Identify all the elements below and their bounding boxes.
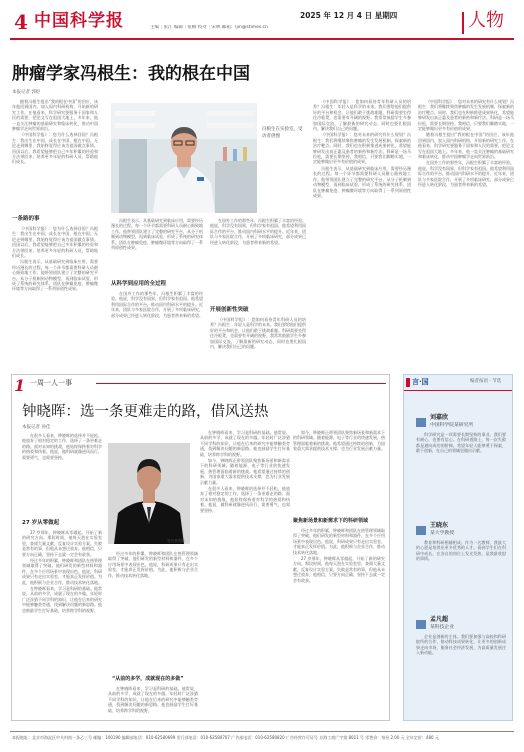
person-affiliation: 某大学教授	[430, 531, 454, 536]
paragraph: 27 岁那年，钟晓晖从零做起，开始了新的研究方向。那段时间，他每天泡在实验室里，查阅大量文献，反复设计实验方案。失败是常有的事，但他从未想过放弃。他相信，只要方向正确，坚持下去就一定会有收获。	[22, 530, 102, 557]
paragraph: 随着冯根生提出“我的根在中国”的回应，该年他回到国内，加入国内科研机构，开始新的研究工作。在他看来，科学研究要服务于国家和人民的需要，把论文写在祖国大地上。多年来，他一直关注肿瘤的基础研究和临床转化，推动中国肿瘤学走向世界前沿。	[12, 99, 98, 132]
person-quote	[416, 634, 506, 716]
person-name: 孟凡超	[430, 616, 449, 623]
portrait-illustration	[108, 443, 190, 544]
article2-headline: 钟晓晖：选一条更难走的路，借风送热	[22, 404, 269, 420]
paragraph: 教育和科研相辅相成。作为一名教师，我最大的心愿是培养出更多优秀的人才。看到学生们在科研中成长，在各自的岗位上发光发热，是我最欣慰的事情。	[416, 540, 506, 562]
article2-column-2b	[108, 686, 198, 716]
masthead-rule	[10, 38, 514, 40]
article2-column-1b	[22, 530, 102, 716]
footer-text: 本报地址：北京市海淀区中关村南一条乙三号 邮编：100190 编辑部电话：010-62580699 发行部电话：010-62580707 广告部电话：010-62580820 广告经营许可证号 京海工商广字第 8011 号 零售价：每份 2.00 元 全年定价：480 元	[12, 735, 439, 740]
article1-photo	[111, 103, 257, 213]
section-divider	[462, 12, 464, 34]
article2-subhead-3: 聚焦新场景和新需求下的科研领域	[293, 518, 369, 524]
avatar-icon	[416, 620, 426, 629]
sidebar-subtitle: 编者按语 · 节选	[470, 379, 502, 384]
article1-subhead-2: 从科学到应用的全过程	[111, 281, 167, 287]
article1-column-3b	[210, 317, 306, 360]
person-affiliation: 某科技企业	[430, 625, 454, 630]
paragraph: 在很多人看来，钟晓晖的选择并不轻松。他放弃了相对稳定的工作，选择了一条更难走的路。面对未知的挑战，他始终保持着对科学的热爱和执着。他说，做科研就像逆风而行，需要勇气，也需要坚持。	[200, 486, 290, 513]
article2-column-2	[108, 551, 198, 671]
paragraph: 科学研究是一项需要长期坚持的事业。我们要有耐心，也要有信心。在科研道路上，每一次失败都是通向成功的阶梯。希望年轻人能够勇于探索，敢于创新，在自己的领域里做出贡献。	[416, 432, 506, 454]
issue-date: 2025 年 12 月 4 日 星期四	[300, 11, 398, 20]
paragraph: 《中国科学报》：您如何看待青年科研人员的培养？冯根生：年轻人是科学的未来。我们要给他们提供好的平台和机会，让他们敢于挑战难题。科研需要坐得住冷板凳，也需要有开阔的视野。我常常鼓励学生多参加国际交流，了解最新的研究动态，同时也要扎根国内，解决我们自己的问题。	[210, 317, 306, 350]
article2-byline: 本报记者 孙佳	[22, 425, 51, 430]
paragraph: 《中国科学报》：您如何看待青年科研人员的培养？冯根生：年轻人是科学的未来。我们要给他们提供好的平台和机会，让他们敢于挑战难题。科研需要坐得住冷板凳，也需要有开阔的视野。我常常鼓励学生多参加国际交流，了解最新的研究动态，同时也要扎根国内，解决我们自己的问题。	[313, 99, 411, 132]
paragraph: 27 岁那年，钟晓晖从零做起，开始了新的研究方向。那段时间，他每天泡在实验室里，查阅大量文献，反复设计实验方案。失败是常有的事，但他从未想过放弃。他相信，只要方向正确，坚持下去就一定会有收获。	[293, 556, 385, 583]
article1-column-4	[313, 99, 411, 360]
paragraph: 在钟晓晖看来，学习是科研的基础。他常说，从前的多学，成就了现在的多做。年轻时广泛涉猎不同学科的知识，让他在后来的研究中能够触类旁通，找到解决问题的新思路。他也鼓励学生打好基础，培养跨学科的视野。	[22, 586, 102, 613]
sidebar-title: 言·国	[412, 378, 429, 386]
paragraph: 《中国科学报》：您为什么选择回国？冯根生：我出生在中国，成长在中国，根在中国。无论走到哪里，我始终觉得应该为祖国做点事情。回国以后，我希望能够把自己多年积累的经验和方法带回来，培养更多年轻的科研人员，帮助他们成长。	[12, 226, 98, 259]
article1-subhead-3: 开展创新性突破	[210, 307, 249, 313]
paragraph: 冯根生表示，从基础研究到临床应用，需要经历漫长的过程。每一个环节都需要科研人员耐心细致地工作。他带领团队建立了完整的研究平台，从分子机制到动物模型，再到临床试验，形成了系统的研究体系。团队在肿瘤免疫、肿瘤微环境等方向取得了一系列原创性成果。	[12, 259, 98, 292]
paragraph: 在国外工作的那些年，冯根生积累了丰富的经验。他说，科学没有国界，但科学家有祖国。他希望利用国际合作的平台，推动国内科研水平的提升。近年来，团队与多家医院合作，开展了多项临床研究，部分成果已经进入转化阶段，为患者带来新的希望。	[418, 160, 514, 188]
column-tag: 一周一人一事	[30, 379, 72, 387]
section-title: 人物	[468, 10, 504, 31]
paragraph: 如今，钟晓晖正带领团队聚焦新场景和新需求下的科研领域。随着能源、电子等行业的快速发展，热管理面临着新的挑战。他希望通过持续的创新，为国家重大需求提供技术支撑，也为行业发展贡献力量。	[200, 458, 290, 485]
person-name: 刘嘉欣	[430, 414, 449, 421]
paragraph: 经过多年的积累，钟晓晖和团队在热管理领域取得了突破。他们研发的新型材料和器件，在多个应用场景中表现出色。他说，科研成果只有走出实验室，才能真正发挥价值。为此，他积极与企业合作，推动技术转化落地。	[108, 551, 198, 578]
paragraph: 冯根生表示，从基础研究到临床应用，需要经历漫长的过程。每一个环节都需要科研人员耐心细致地工作。他带领团队建立了完整的研究平台，从分子机制到动物模型，再到临床试验，形成了系统的研究体系。团队在肿瘤免疫、肿瘤微环境等方向取得了一系列原创性成果。	[111, 218, 203, 251]
page-number: 4	[14, 10, 28, 34]
person-affiliation: 中国科学院某研究所	[430, 423, 474, 428]
column-logo-1: 1	[14, 376, 26, 395]
article1-subhead-1: 一条路的事	[12, 216, 40, 222]
article1-column-1	[12, 99, 98, 213]
sidebar-title-mark	[406, 378, 410, 387]
paragraph: 在很多人看来，钟晓晖的选择并不轻松。他放弃了相对稳定的工作，选择了一条更难走的路。面对未知的挑战，他始终保持着对科学的热爱和执着。他说，做科研就像逆风而行，需要勇气，也需要坚持。	[22, 433, 102, 460]
article2-subhead-2: “从前的多学，成就现在的多做”	[112, 676, 184, 682]
article2-column-3	[200, 430, 290, 716]
article1-photo-caption: 冯根生在实验室。受访者供图	[262, 127, 303, 139]
paragraph: 冯根生表示，从基础研究到临床应用，需要经历漫长的过程。每一个环节都需要科研人员耐心细致地工作。他带领团队建立了完整的研究平台，从分子机制到动物模型，再到临床试验，形成了系统的研究体系。团队在肿瘤免疫、肿瘤微环境等方向取得了一系列原创性成果。	[313, 165, 411, 198]
person-quote	[416, 432, 506, 518]
paragraph: 在钟晓晖看来，学习是科研的基础。他常说，从前的多学，成就了现在的多做。年轻时广泛涉猎不同学科的知识，让他在后来的研究中能够触类旁通，找到解决问题的新思路。他也鼓励学生打好基础，培养跨学科的视野。	[200, 430, 290, 457]
article1-column-3	[210, 218, 306, 304]
article2-column-4	[293, 430, 385, 514]
article2-photo	[108, 443, 190, 544]
newspaper-name: 中国科学报	[34, 11, 124, 31]
editor-credits: 主编｜张江 编辑｜张楠 校对｜宋林 邮箱：ljin@stimes.cn	[150, 25, 269, 30]
article2-photo-caption: 受访者供图	[167, 539, 185, 543]
article1-column-1b	[12, 226, 98, 360]
article2-subhead-1: 27 岁从零做起	[22, 520, 60, 526]
column-tag-rule	[96, 383, 386, 384]
paragraph: 企业是创新的主体。我们要加强与高校和科研院所的合作，推动科技成果转化，让更多的创新成果走向市场，服务社会经济发展，为高质量发展注入新动能。	[416, 634, 506, 656]
article2-column-1	[22, 433, 102, 517]
article1-byline: 本报记者 郭炬	[12, 90, 41, 95]
paragraph: 在钟晓晖看来，学习是科研的基础。他常说，从前的多学，成就了现在的多做。年轻时广泛涉猎不同学科的知识，让他在后来的研究中能够触类旁通，找到解决问题的新思路。他也鼓励学生打好基础，培养跨学科的视野。	[108, 686, 198, 713]
paragraph: 《中国科学报》：您为什么选择回国？冯根生：我出生在中国，成长在中国，根在中国。无论走到哪里，我始终觉得应该为祖国做点事情。回国以后，我希望能够把自己多年积累的经验和方法带回来，培养更多年轻的科研人员，帮助他们成长。	[12, 132, 98, 165]
paragraph: 在国外工作的那些年，冯根生积累了丰富的经验。他说，科学没有国界，但科学家有祖国。他希望利用国际合作的平台，推动国内科研水平的提升。近年来，团队与多家医院合作，开展了多项临床研究，部分成果已经进入转化阶段，为患者带来新的希望。	[210, 218, 306, 245]
paragraph: 随着冯根生提出“我的根在中国”的回应，该年他回到国内，加入国内科研机构，开始新的研究工作。在他看来，科学研究要服务于国家和人民的需要，把论文写在祖国大地上。多年来，他一直关注肿瘤的基础研究和临床转化，推动中国肿瘤学走向世界前沿。	[418, 132, 514, 160]
person-quote	[416, 540, 506, 610]
paragraph: 在国外工作的那些年，冯根生积累了丰富的经验。他说，科学没有国界，但科学家有祖国。他希望利用国际合作的平台，推动国内科研水平的提升。近年来，团队与多家医院合作，开展了多项临床研究，部分成果已经进入转化阶段，为患者带来新的希望。	[111, 291, 203, 318]
person-name: 王晓东	[430, 522, 449, 529]
paragraph: 《中国科学报》：您对未来的研究有什么规划？冯根生：我们将继续聚焦肿瘤的发生发展机制，探索新的治疗靶点。同时，我们也在积极推进成果转化，希望能够研发出真正惠及患者的新药和新疗法。科研是一场马拉松，需要长期坚持。我相信，只要我们脚踏实地，一定能够做出更多有价值的成果。	[313, 132, 411, 165]
paragraph: 《中国科学报》：您对未来的研究有什么规划？冯根生：我们将继续聚焦肿瘤的发生发展机制，探索新的治疗靶点。同时，我们也在积极推进成果转化，希望能够研发出真正惠及患者的新药和新疗法。科研是一场马拉松，需要长期坚持。我相信，只要我们脚踏实地，一定能够做出更多有价值的成果。	[418, 99, 514, 132]
avatar-icon	[416, 418, 426, 427]
article1-column-5	[418, 99, 514, 360]
article1-headline: 肿瘤学家冯根生：我的根在中国	[12, 64, 250, 84]
article1-column-2	[111, 218, 203, 278]
paragraph: 如今，钟晓晖正带领团队聚焦新场景和新需求下的科研领域。随着能源、电子等行业的快速发展，热管理面临着新的挑战。他希望通过持续的创新，为国家重大需求提供技术支撑，也为行业发展贡献力量。	[293, 430, 385, 452]
lab-photo-illustration	[111, 103, 257, 213]
avatar-icon	[416, 526, 426, 535]
paragraph: 经过多年的积累，钟晓晖和团队在热管理领域取得了突破。他们研发的新型材料和器件，在多个应用场景中表现出色。他说，科研成果只有走出实验室，才能真正发挥价值。为此，他积极与企业合作，推动技术转化落地。	[22, 558, 102, 585]
article2-column-4b	[293, 528, 385, 716]
paragraph: 经过多年的积累，钟晓晖和团队在热管理领域取得了突破。他们研发的新型材料和器件，在多个应用场景中表现出色。他说，科研成果只有走出实验室，才能真正发挥价值。为此，他积极与企业合作，推动技术转化落地。	[293, 528, 385, 555]
sidebar-title-rule	[404, 390, 512, 391]
article1-column-2b	[111, 291, 203, 360]
